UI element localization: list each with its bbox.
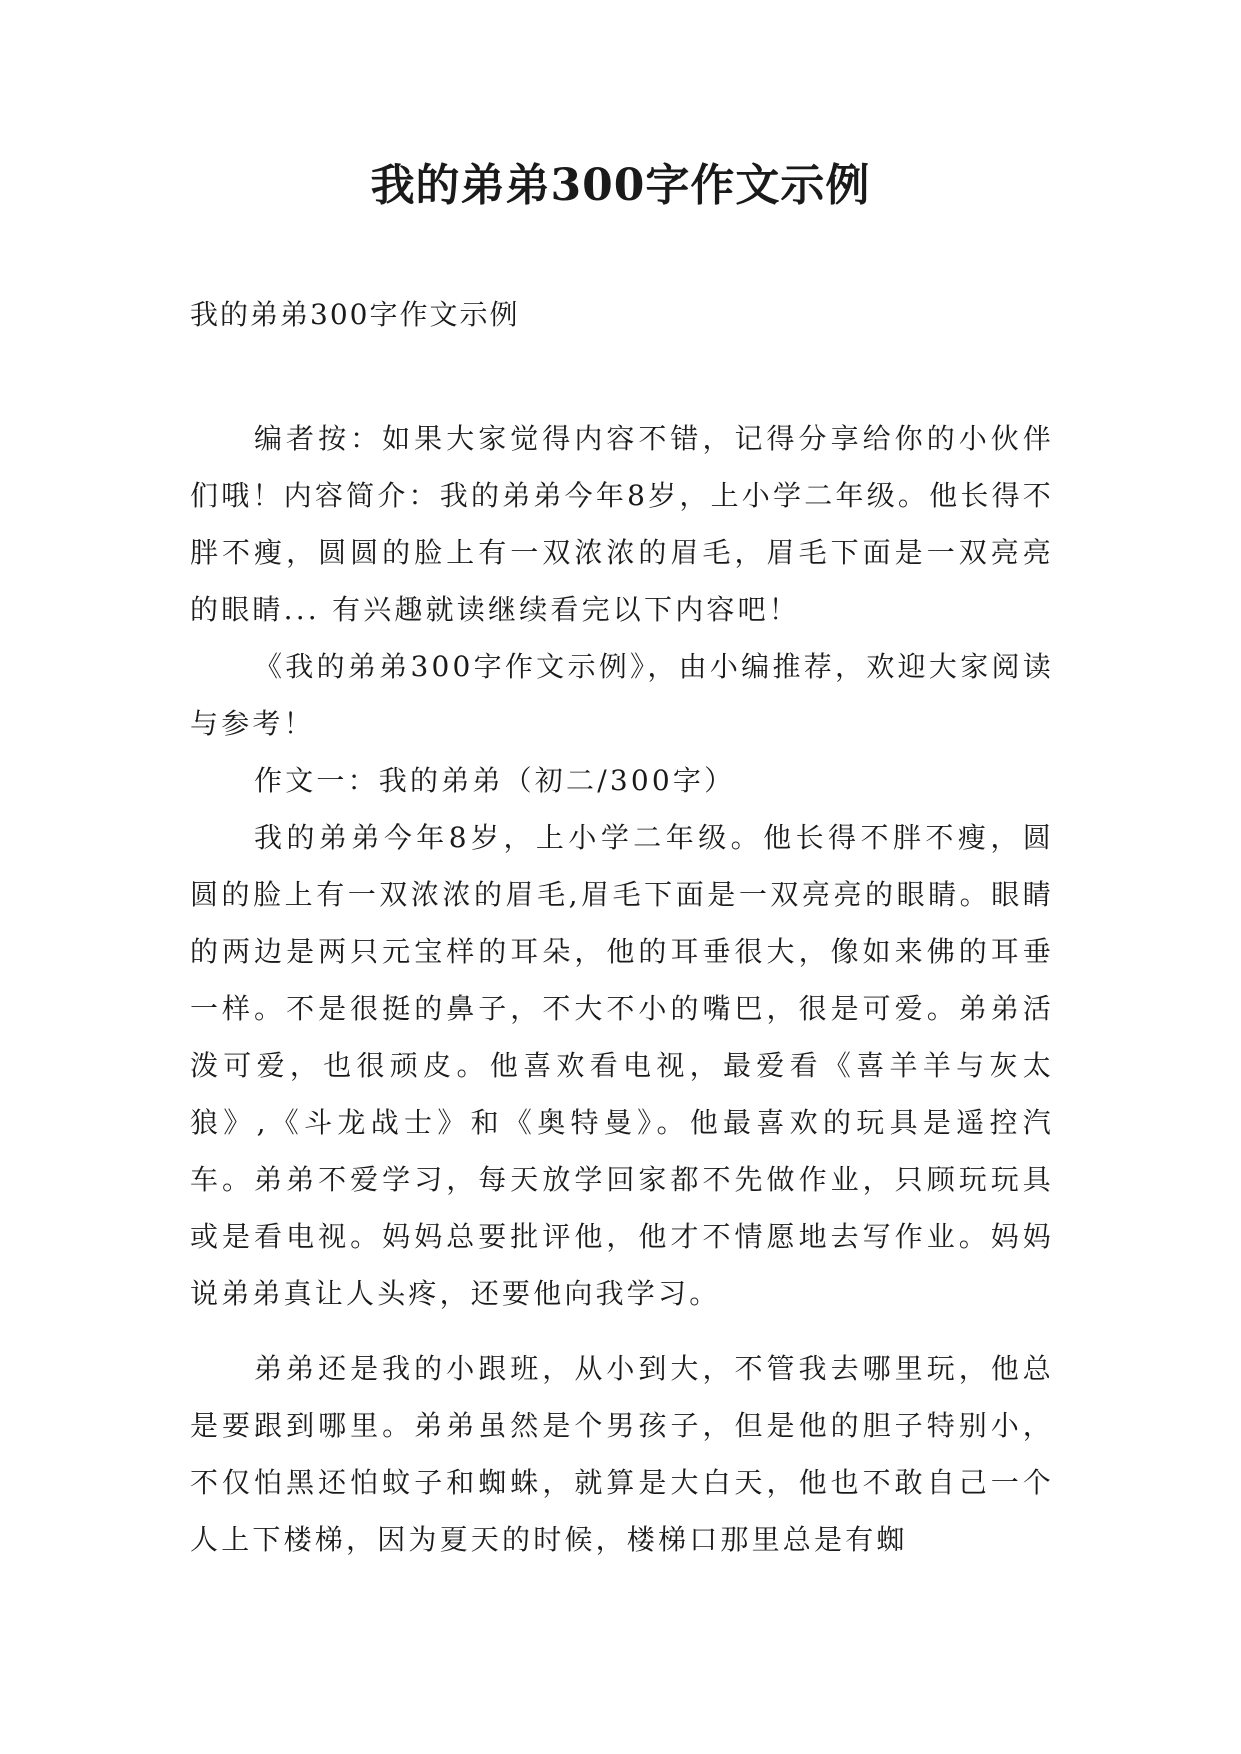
document-body	[190, 410, 1054, 1568]
essay-paragraph: 我的弟弟今年8岁，上小学二年级。他长得不胖不瘦，圆圆的脸上有一双浓浓的眉毛,眉毛下面是一双亮亮的眼睛。眼睛的两边是两只元宝样的耳朵，他的耳垂很大，像如来佛的耳垂一样。不是很挺的鼻子，不大不小的嘴巴，很是可爱。弟弟活泼可爱，也很顽皮。他喜欢看电视，最爱看《喜羊羊与灰太狼》,《斗龙战士》和《奥特曼》。他最喜欢的玩具是遥控汽车。弟弟不爱学习，每天放学回家都不先做作业，只顾玩玩具或是看电视。妈妈总要批评他，他才不情愿地去写作业。妈妈说弟弟真让人头疼，还要他向我学习。	[190, 821, 1054, 1310]
recommendation-paragraph: 《我的弟弟300字作文示例》，由小编推荐，欢迎大家阅读与参考！	[190, 650, 1054, 740]
essay-heading: 作文一：我的弟弟（初二/300字）	[254, 764, 736, 797]
editor-note-paragraph: 编者按：如果大家觉得内容不错，记得分享给你的小伙伴们哦！内容简介：我的弟弟今年8岁，上小学二年级。他长得不胖不瘦，圆圆的脸上有一双浓浓的眉毛，眉毛下面是一双亮亮的眼睛... 有兴趣就读继续看完以下内容吧！	[190, 422, 1054, 626]
document-title: 我的弟弟300字作文示例	[370, 160, 871, 211]
document-subtitle: 我的弟弟300字作文示例	[190, 298, 520, 331]
essay-paragraph: 弟弟还是我的小跟班，从小到大，不管我去哪里玩，他总是要跟到哪里。弟弟虽然是个男孩子，但是他的胆子特别小，不仅怕黑还怕蚊子和蜘蛛，就算是大白天，他也不敢自己一个人上下楼梯，因为夏天的时候，楼梯口那里总是有蜘	[190, 1352, 1054, 1556]
